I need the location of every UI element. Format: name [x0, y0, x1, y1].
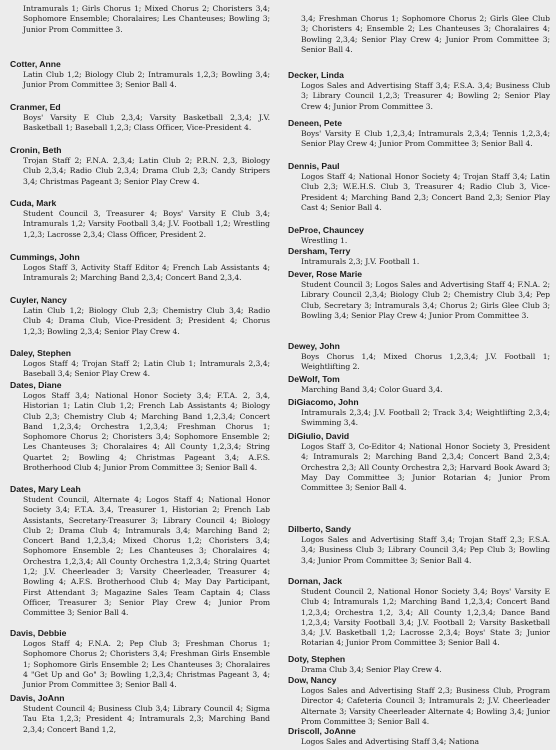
entry-activities: Logos Staff 4; Trojan Staff 2; Latin Club 1; Intramurals 2,3,4; Baseball 3,4; Senior Play Crew 4.	[23, 359, 270, 379]
entry-name: Dates, Mary Leah	[10, 484, 81, 494]
entry-activities: Intramurals 2,3; J.V. Football 1.	[301, 257, 420, 266]
entry-activities: Latin Club 1,2; Biology Club 2,3; Chemistry Club 3,4; Radio Club 4; Drama Club, Vice-President 3; President 4; Chorus 1,2,3; Bowling 2,3,4; Senior Play Crew 4.	[23, 306, 270, 336]
entry-activities: Student Council 3, Treasurer 4; Boys' Varsity E Club 3,4; Intramurals 1,2; Varsity Football 3,4; J.V. Football 1,2; Wrestling 1,2,3; Lacrosse 2,3,4; Class Officer, President 2.	[23, 209, 270, 239]
senior-entry	[10, 380, 270, 473]
entry-name: DiGiulio, David	[288, 431, 350, 441]
entry-activities: Logos Sales and Advertising Staff 3,4; F.S.A. 3,4; Business Club 3; Library Council 1,2,3; Treasurer 4; Bowling 2; Senior Play Crew 4; Junior Prom Committee 3.	[301, 81, 550, 111]
senior-entry	[288, 397, 550, 429]
senior-entry	[288, 161, 550, 213]
senior-entry	[288, 118, 550, 150]
entry-activities: Boys Chorus 1,4; Mixed Chorus 1,2,3,4; J.V. Football 1; Weightlifting 2.	[301, 352, 550, 372]
entry-activities: Latin Club 1,2; Biology Club 2; Intramurals 1,2,3; Bowling 3,4; Junior Prom Committee 3; Senior Ball 4.	[23, 70, 270, 90]
entry-activities: Intramurals 2,3,4; J.V. Football 2; Track 3,4; Weightlifting 2,3,4; Swimming 3,4.	[301, 408, 550, 428]
entry-activities: Logos Sales and Advertising Staff 2,3; Business Club, Program Director 4; Cafeteria Council 3; Intramurals 2; J.V. Cheerleader Alternate 3; Varsity Cheerleader Alternate 4; Bowling 3,4; Junior Prom Committee 3; Senior Ball 4.	[301, 686, 550, 726]
entry-name: Dilberto, Sandy	[288, 524, 352, 534]
senior-entry	[288, 225, 550, 246]
senior-entry	[10, 693, 270, 735]
entry-activities: Intramurals 1; Girls Chorus 1; Mixed Chorus 2; Choristers 3,4; Sophomore Ensemble; Choralaires; Les Chanteuses; Bowling 3; Junior Prom Committee 3.	[23, 4, 270, 34]
entry-name: Dow, Nancy	[288, 675, 337, 685]
entry-activities: Student Council 3; Logos Sales and Advertising Staff 4; F.N.A. 2; Library Council 2,3,4; Biology Club 2; Chemistry Club 3,4; Pep Club, Secretary 3; Intramurals 3,4; Chorus 2; Girls Glee Club 3; Bowling 3,4; Senior Play Crew 4; Junior Prom Committee 3.	[301, 280, 550, 320]
entry-name: Dornan, Jack	[288, 576, 342, 586]
entry-activities: Boys' Varsity E Club 2,3,4; Varsity Basketball 2,3,4; J.V. Basketball 1; Baseball 1,2,3; Class Officer, Vice-President 4.	[23, 113, 270, 133]
entry-activities: Boys' Varsity E Club 1,2,3,4; Intramurals 2,3,4; Tennis 1,2,3,4; Senior Play Crew 4; Junior Prom Committee 3; Senior Ball 4.	[301, 129, 550, 149]
entry-activities: Trojan Staff 2; F.N.A. 2,3,4; Latin Club 2; P.R.N. 2,3, Biology Club 2,3,4; Radio Club 2,3,4; Drama Club 2,3; Candy Stripers 3,4; Christmas Pageant 3; Senior Play Crew 4.	[23, 156, 270, 186]
entry-activities: Student Council 2, National Honor Society 3,4; Boys' Varsity E Club 4; Intramurals 1,2; Marching Band 1,2,3,4; Concert Band 1,2,3,4; Orchestra 1,2, 3,4; All County 1,2,3,4; Dance Band 1,2,3,4; Varsity Football 3,4; J.V. Football 2; Varsity Basketball 3,4; J.V. Basketball 1,2; Lacrosse 2,3,4; Boys' State 3; Junior Rotarian 4; Junior Prom Committee 3; Senior Ball 4.	[301, 587, 550, 648]
entry-activities: Drama Club 3,4; Senior Play Crew 4.	[301, 665, 442, 674]
entry-activities: Logos Staff 4; National Honor Society 4; Trojan Staff 3,4; Latin Club 2,3; W.E.H.S. Club 3, Treasurer 4; Radio Club 3, Vice-President 4; Marching Band 2,3; Concert Band 2,3; Senior Play Cast 4; Senior Ball 4.	[301, 172, 550, 212]
entry-name: Cranmer, Ed	[10, 102, 61, 112]
entry-activities: Wrestling 1.	[301, 236, 348, 245]
entry-activities: Logos Staff 4; F.N.A. 2; Pep Club 3; Freshman Chorus 1; Sophomore Chorus 2; Choristers 3,4; Freshman Girls Ensemble 1; Sophomore Girls Ensemble 2; Les Chanteuses 3; Choralaires 4 "Get Up and Go" 3; Bowling 1,2,3,4; Christmas Pageant 3, 4; Junior Prom Committee 3; Senior Ball 4.	[23, 639, 270, 690]
senior-entry	[288, 675, 550, 727]
entry-name: Dates, Diane	[10, 380, 62, 390]
senior-entry	[10, 102, 270, 134]
entry-name: DeWolf, Tom	[288, 374, 340, 384]
senior-entry	[288, 431, 550, 493]
entry-name: Davis, Debbie	[10, 628, 67, 638]
senior-entry	[288, 374, 550, 395]
entry-activities: Logos Sales and Advertising Staff 3,4; Trojan Staff 2,3; F.S.A. 3,4; Business Club 3; Library Council 3,4; Pep Club 3; Bowling 3,4; Junior Prom Committee 3; Senior Ball 4.	[301, 535, 550, 565]
entry-name: Driscoll, JoAnne	[288, 726, 356, 736]
entry-activities: Student Council 4; Business Club 3,4; Library Council 4; Sigma Tau Eta 1,2,3; President 4; Intramurals 2,3; Marching Band 2,3,4; Concert Band 1,2,	[23, 704, 270, 734]
senior-entry	[288, 726, 550, 747]
entry-name: Davis, JoAnn	[10, 693, 65, 703]
entry-name: Cuda, Mark	[10, 198, 57, 208]
senior-entry	[10, 348, 270, 380]
entry-name: Dennis, Paul	[288, 161, 340, 171]
senior-entry	[288, 341, 550, 373]
entry-name: Daley, Stephen	[10, 348, 71, 358]
senior-entry	[10, 145, 270, 187]
entry-name: Cummings, John	[10, 252, 80, 262]
entry-name: Cuyler, Nancy	[10, 295, 67, 305]
entry-name: Dewey, John	[288, 341, 340, 351]
senior-entry	[10, 484, 270, 619]
entry-name: Deneen, Pete	[288, 118, 342, 128]
entry-activities: Logos Staff 3,4; National Honor Society 3,4; F.T.A. 2, 3,4, Historian 1; Latin Club 1,2; French Lab Assistants 4; Biology Club 2,3; Chemistry Club 4; Marching Band 1,2,3,4; Concert Band 1,2,3,4; Orchestra 1,2,3,4; Freshman Chorus 1; Sophomore Chorus 2; Choristers 3,4; Sophomore Ensemble 2; Les Chanteuses 3; Choralaires 4; All County 1,2,3,4; String Quartet 2; Bowling 4; Christmas Pageant 3,4; A.F.S. Brotherhood Club 4; Junior Prom Committee 3; Senior Ball 4.	[23, 391, 270, 473]
senior-entry	[10, 295, 270, 337]
senior-entry	[288, 524, 550, 566]
entry-activities: Logos Staff 3, Activity Staff Editor 4; French Lab Assistants 4; Intramurals 2; Marching Band 2,3,4; Concert Band 2,3,4.	[23, 263, 270, 283]
entry-name: Doty, Stephen	[288, 654, 346, 664]
entry-activities: Student Council, Alternate 4; Logos Staff 4; National Honor Society 3,4; F.T.A. 3,4, Treasurer 1, Historian 2; French Lab Assistants, Secretary-Treasurer 3; Library Council 4; Biology Club 2; Drama Club 4; Intramurals 3,4; Marching Band 2; Concert Band 1,2,3,4; Mixed Chorus 1,2; Choristers 3,4; Sophomore Ensemble 2; Les Chanteuses 3; Choralaires 4; Orchestra 1,2,3,4; All County Orchestra 1,2,3,4; String Quartet 1,2; J.V. Cheerleader 3; Varsity Cheerleader, Treasurer 4; Bowling 4; A.F.S. Brotherhood Club 4; May Day Participant, First Attendant 3; Magazine Sales Team Captain 4; Class Officer, Treasurer 3; Senior Play Crew 4; Junior Prom Committee 3; Senior Ball 4.	[23, 495, 270, 618]
entry-name: Dever, Rose Marie	[288, 269, 363, 279]
entry-name: Cotter, Anne	[10, 59, 61, 69]
entry-activities: Marching Band 3,4; Color Guard 3,4.	[301, 385, 443, 394]
entry-name: DiGiacomo, John	[288, 397, 359, 407]
senior-entry	[288, 70, 550, 112]
entry-name: Dersham, Terry	[288, 246, 351, 256]
senior-entry	[288, 14, 550, 55]
senior-entry	[10, 4, 270, 35]
entry-activities: 3,4; Freshman Chorus 1; Sophomore Chorus 2; Girls Glee Club 3; Choristers 4; Ensemble 2; Les Chanteuses 3; Choralaires 4; Bowling 2,3,4; Senior Play Crew 4; Junior Prom Committee 3; Senior Ball 4.	[301, 14, 550, 54]
senior-entry	[10, 198, 270, 240]
senior-entry	[288, 269, 550, 321]
senior-entry	[10, 252, 270, 284]
entry-name: Cronin, Beth	[10, 145, 62, 155]
entry-activities: Logos Sales and Advertising Staff 3,4; Nationa	[301, 737, 479, 746]
senior-entry	[10, 628, 270, 690]
senior-entry	[10, 59, 270, 91]
entry-name: DeProe, Chauncey	[288, 225, 364, 235]
senior-entry	[288, 654, 550, 675]
senior-entry	[288, 576, 550, 649]
senior-entry	[288, 246, 550, 267]
entry-name: Decker, Linda	[288, 70, 344, 80]
entry-activities: Logos Staff 3, Co-Editor 4; National Honor Society 3, President 4; Intramurals 2; Marching Band 2,3,4; Concert Band 2,3,4; Orchestra 2,3; All County Orchestra 2,3; Harvard Book Award 3; May Day Committee 3; Junior Rotarian 4; Junior Prom Committee 3; Senior Ball 4.	[301, 442, 550, 493]
